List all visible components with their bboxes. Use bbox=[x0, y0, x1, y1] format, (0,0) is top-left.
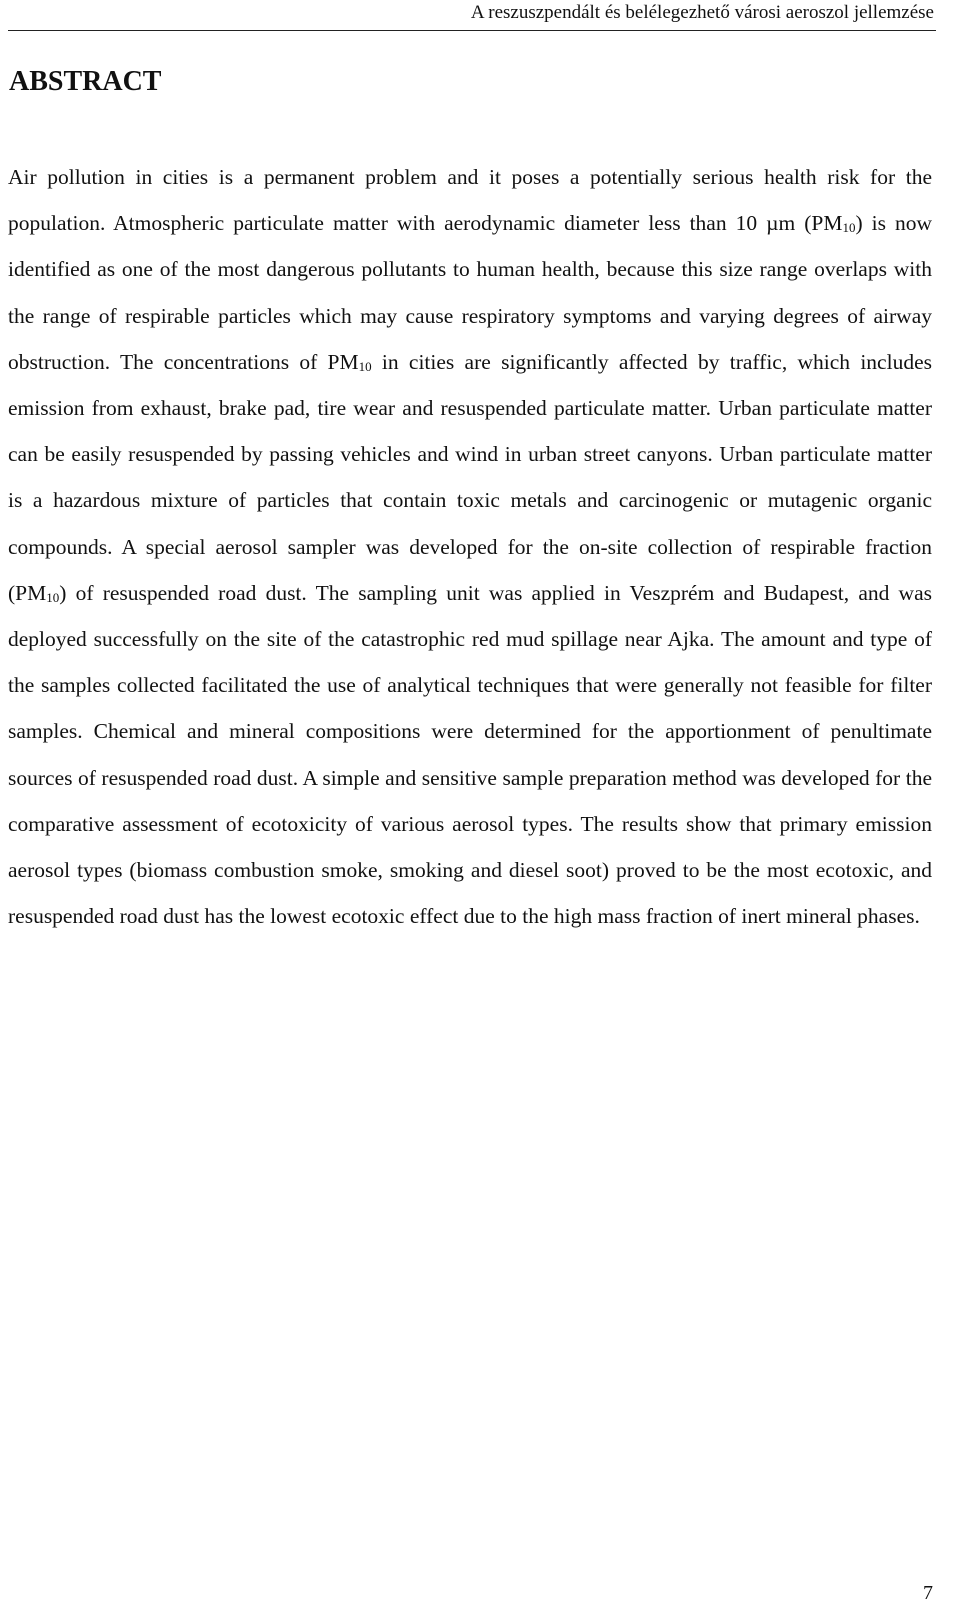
pm10-subscript: 10 bbox=[358, 358, 372, 374]
abstract-paragraph bbox=[8, 154, 932, 939]
abstract-text-part-3: in cities are significantly affected by traffic, which includes emission from exhaust, brake pad, tire wear and resuspended particulate matter. Urban particulate matter can be easily resuspended by passing vehicles and wind in urban street canyons. Urban particulate matter is a hazardous mixture of particles that contain toxic metals and carcinogenic or mutagenic organic compounds. A special aerosol sampler was developed for the on-site collection of respirable fraction (PM bbox=[8, 349, 932, 605]
running-header: A reszuszpendált és belélegezhető városi aeroszol jellemzése bbox=[470, 2, 934, 23]
section-title: ABSTRACT bbox=[9, 66, 162, 97]
pm10-subscript: 10 bbox=[46, 589, 60, 605]
abstract-text-part-1: Air pollution in cities is a permanent problem and it poses a potentially serious health risk for the population. Atmospheric particulate matter with aerodynamic diameter less than 10 µm (PM bbox=[8, 165, 932, 236]
header-divider bbox=[8, 30, 936, 31]
page-number: 7 bbox=[923, 1582, 933, 1604]
abstract-text-part-2: ) is now identified as one of the most dangerous pollutants to human health, because this size range overlaps with the range of respirable particles which may cause respiratory symptoms and varying degrees of airway obstruction. The concentrations of PM bbox=[8, 211, 933, 374]
abstract-text-part-4: ) of resuspended road dust. The sampling unit was applied in Veszprém and Budapest, and was deployed successfully on the site of the catastrophic red mud spillage near Ajka. The amount and type of the samples collected facilitated the use of analytical techniques that were generally not feasible for filter samples. Chemical and mineral compositions were determined for the apportionment of penultimate sources of resuspended road dust. A simple and sensitive sample preparation method was developed for the comparative assessment of ecotoxicity of various aerosol types. The results show that primary emission aerosol types (biomass combustion smoke, smoking and diesel soot) proved to be the most ecotoxic, and resuspended road dust has the lowest ecotoxic effect due to the high mass fraction of inert mineral phases. bbox=[8, 580, 932, 929]
pm10-subscript: 10 bbox=[842, 220, 856, 236]
